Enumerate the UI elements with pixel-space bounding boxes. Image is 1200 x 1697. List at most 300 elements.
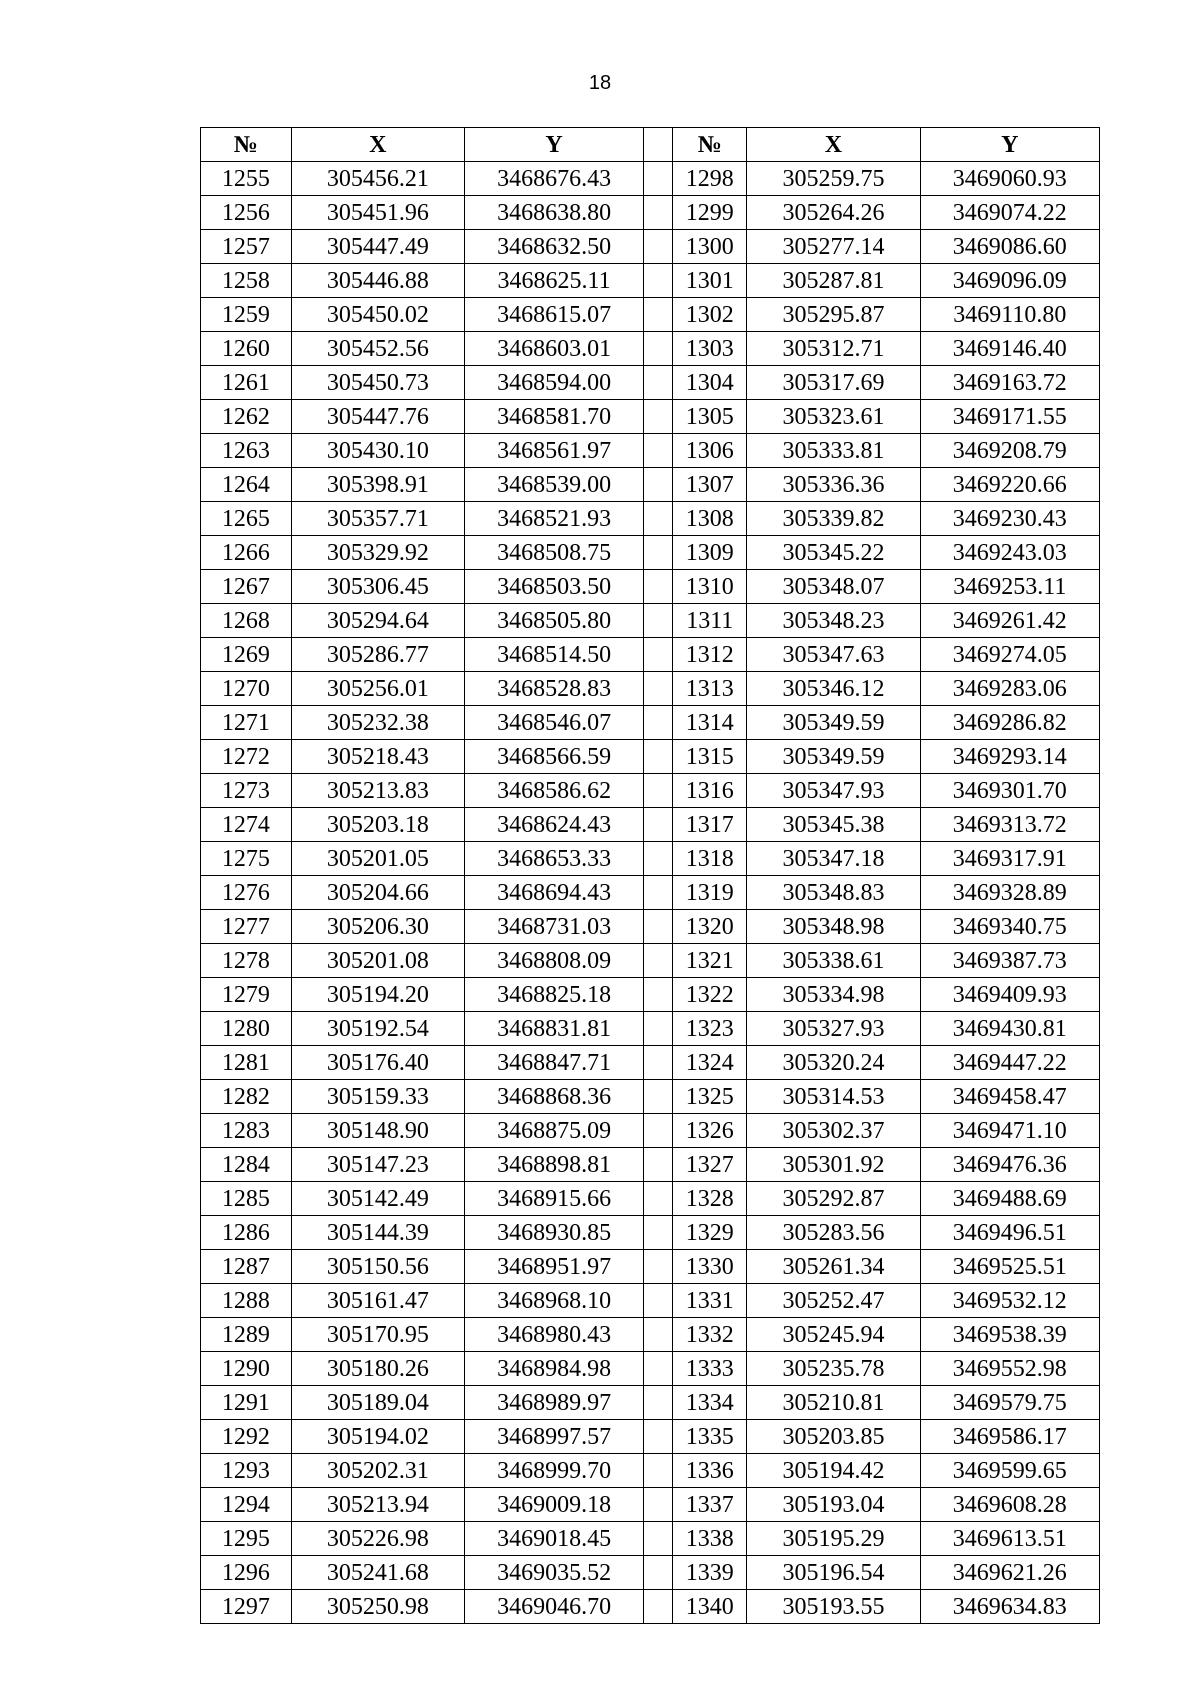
y-value-left: 3468999.70	[464, 1454, 643, 1488]
y-value-right: 3469458.47	[920, 1080, 1099, 1114]
x-value-left: 305329.92	[291, 536, 464, 570]
x-value-right: 305287.81	[747, 264, 920, 298]
x-value-right: 305245.94	[747, 1318, 920, 1352]
table-row	[201, 1352, 1100, 1386]
y-value-right: 3469496.51	[920, 1216, 1099, 1250]
x-value-left: 305357.71	[291, 502, 464, 536]
x-value-right: 305320.24	[747, 1046, 920, 1080]
x-value-right: 305301.92	[747, 1148, 920, 1182]
point-number-right: 1331	[673, 1284, 747, 1318]
x-value-left: 305450.73	[291, 366, 464, 400]
point-number-right: 1301	[673, 264, 747, 298]
column-gap	[644, 128, 673, 162]
y-value-left: 3469018.45	[464, 1522, 643, 1556]
table-row	[201, 468, 1100, 502]
x-value-right: 305327.93	[747, 1012, 920, 1046]
column-gap	[644, 910, 673, 944]
table-row	[201, 264, 1100, 298]
point-number-left: 1261	[201, 366, 292, 400]
y-value-left: 3468539.00	[464, 468, 643, 502]
point-number-right: 1327	[673, 1148, 747, 1182]
x-value-left: 305213.94	[291, 1488, 464, 1522]
y-value-left: 3468868.36	[464, 1080, 643, 1114]
column-gap	[644, 672, 673, 706]
y-value-left: 3468638.80	[464, 196, 643, 230]
point-number-right: 1299	[673, 196, 747, 230]
table-row	[201, 434, 1100, 468]
y-value-right: 3469447.22	[920, 1046, 1099, 1080]
table-row	[201, 910, 1100, 944]
column-gap	[644, 536, 673, 570]
point-number-right: 1318	[673, 842, 747, 876]
y-value-right: 3469476.36	[920, 1148, 1099, 1182]
x-value-right: 305302.37	[747, 1114, 920, 1148]
x-value-left: 305142.49	[291, 1182, 464, 1216]
point-number-left: 1272	[201, 740, 292, 774]
x-value-left: 305201.05	[291, 842, 464, 876]
point-number-right: 1324	[673, 1046, 747, 1080]
point-number-right: 1312	[673, 638, 747, 672]
y-value-right: 3469525.51	[920, 1250, 1099, 1284]
y-value-left: 3468915.66	[464, 1182, 643, 1216]
point-number-left: 1279	[201, 978, 292, 1012]
table-row	[201, 978, 1100, 1012]
point-number-left: 1262	[201, 400, 292, 434]
point-number-right: 1309	[673, 536, 747, 570]
table-row	[201, 672, 1100, 706]
point-number-right: 1329	[673, 1216, 747, 1250]
point-number-left: 1255	[201, 162, 292, 196]
x-value-left: 305206.30	[291, 910, 464, 944]
point-number-right: 1315	[673, 740, 747, 774]
x-value-left: 305226.98	[291, 1522, 464, 1556]
x-value-right: 305347.93	[747, 774, 920, 808]
column-gap	[644, 1216, 673, 1250]
x-value-right: 305193.55	[747, 1590, 920, 1624]
point-number-right: 1307	[673, 468, 747, 502]
point-number-right: 1332	[673, 1318, 747, 1352]
table-row	[201, 604, 1100, 638]
x-value-left: 305202.31	[291, 1454, 464, 1488]
point-number-right: 1313	[673, 672, 747, 706]
column-gap	[644, 1046, 673, 1080]
table-row	[201, 1522, 1100, 1556]
point-number-right: 1321	[673, 944, 747, 978]
y-value-right: 3469488.69	[920, 1182, 1099, 1216]
point-number-left: 1281	[201, 1046, 292, 1080]
y-value-right: 3469283.06	[920, 672, 1099, 706]
x-value-left: 305180.26	[291, 1352, 464, 1386]
x-value-right: 305235.78	[747, 1352, 920, 1386]
x-value-right: 305349.59	[747, 706, 920, 740]
point-number-left: 1260	[201, 332, 292, 366]
table-row	[201, 876, 1100, 910]
y-value-left: 3468847.71	[464, 1046, 643, 1080]
y-value-right: 3469313.72	[920, 808, 1099, 842]
column-gap	[644, 1522, 673, 1556]
y-value-right: 3469261.42	[920, 604, 1099, 638]
table-row	[201, 740, 1100, 774]
table-row	[201, 1182, 1100, 1216]
point-number-left: 1271	[201, 706, 292, 740]
x-value-right: 305347.18	[747, 842, 920, 876]
table-header-row	[201, 128, 1100, 162]
y-value-right: 3469096.09	[920, 264, 1099, 298]
x-value-left: 305176.40	[291, 1046, 464, 1080]
table-row	[201, 1012, 1100, 1046]
y-value-left: 3469009.18	[464, 1488, 643, 1522]
table-row	[201, 400, 1100, 434]
table-row	[201, 1284, 1100, 1318]
y-value-right: 3469579.75	[920, 1386, 1099, 1420]
y-value-right: 3469074.22	[920, 196, 1099, 230]
y-value-left: 3468653.33	[464, 842, 643, 876]
y-value-left: 3468984.98	[464, 1352, 643, 1386]
x-value-right: 305336.36	[747, 468, 920, 502]
point-number-right: 1338	[673, 1522, 747, 1556]
x-value-right: 305195.29	[747, 1522, 920, 1556]
point-number-left: 1268	[201, 604, 292, 638]
table-row	[201, 1488, 1100, 1522]
x-value-right: 305348.07	[747, 570, 920, 604]
x-value-right: 305277.14	[747, 230, 920, 264]
x-value-left: 305294.64	[291, 604, 464, 638]
column-gap	[644, 1182, 673, 1216]
x-value-left: 305430.10	[291, 434, 464, 468]
table-row	[201, 944, 1100, 978]
y-value-right: 3469163.72	[920, 366, 1099, 400]
table-row	[201, 1216, 1100, 1250]
table-row	[201, 1386, 1100, 1420]
point-number-left: 1295	[201, 1522, 292, 1556]
point-number-right: 1325	[673, 1080, 747, 1114]
x-value-right: 305348.98	[747, 910, 920, 944]
column-gap	[644, 1386, 673, 1420]
x-value-left: 305447.76	[291, 400, 464, 434]
column-gap	[644, 400, 673, 434]
column-gap	[644, 978, 673, 1012]
y-value-right: 3469208.79	[920, 434, 1099, 468]
point-number-right: 1335	[673, 1420, 747, 1454]
point-number-right: 1303	[673, 332, 747, 366]
y-value-left: 3468505.80	[464, 604, 643, 638]
column-gap	[644, 1148, 673, 1182]
point-number-right: 1328	[673, 1182, 747, 1216]
y-value-right: 3469471.10	[920, 1114, 1099, 1148]
y-value-left: 3468528.83	[464, 672, 643, 706]
point-number-left: 1290	[201, 1352, 292, 1386]
page-number: 18	[588, 72, 612, 94]
table-row	[201, 536, 1100, 570]
x-value-right: 305338.61	[747, 944, 920, 978]
table-row	[201, 1114, 1100, 1148]
column-gap	[644, 1420, 673, 1454]
y-value-right: 3469230.43	[920, 502, 1099, 536]
point-number-left: 1293	[201, 1454, 292, 1488]
column-gap	[644, 1284, 673, 1318]
x-value-left: 305213.83	[291, 774, 464, 808]
y-value-left: 3468503.50	[464, 570, 643, 604]
x-value-left: 305306.45	[291, 570, 464, 604]
point-number-left: 1288	[201, 1284, 292, 1318]
point-number-left: 1292	[201, 1420, 292, 1454]
y-value-left: 3468694.43	[464, 876, 643, 910]
x-value-left: 305286.77	[291, 638, 464, 672]
y-value-left: 3468615.07	[464, 298, 643, 332]
y-value-left: 3468989.97	[464, 1386, 643, 1420]
point-number-left: 1285	[201, 1182, 292, 1216]
column-gap	[644, 196, 673, 230]
y-value-right: 3469060.93	[920, 162, 1099, 196]
column-gap	[644, 230, 673, 264]
y-value-left: 3469046.70	[464, 1590, 643, 1624]
point-number-right: 1330	[673, 1250, 747, 1284]
point-number-right: 1336	[673, 1454, 747, 1488]
point-number-left: 1287	[201, 1250, 292, 1284]
table-row	[201, 1046, 1100, 1080]
table-row	[201, 230, 1100, 264]
table-row	[201, 366, 1100, 400]
y-value-left: 3468566.59	[464, 740, 643, 774]
point-number-left: 1277	[201, 910, 292, 944]
point-number-left: 1284	[201, 1148, 292, 1182]
header-x-left: X	[291, 128, 464, 162]
y-value-right: 3469409.93	[920, 978, 1099, 1012]
x-value-left: 305450.02	[291, 298, 464, 332]
point-number-left: 1265	[201, 502, 292, 536]
y-value-right: 3469146.40	[920, 332, 1099, 366]
x-value-right: 305346.12	[747, 672, 920, 706]
column-gap	[644, 1080, 673, 1114]
x-value-left: 305194.20	[291, 978, 464, 1012]
column-gap	[644, 570, 673, 604]
header-num-right: №	[673, 128, 747, 162]
point-number-left: 1289	[201, 1318, 292, 1352]
x-value-left: 305161.47	[291, 1284, 464, 1318]
point-number-left: 1278	[201, 944, 292, 978]
x-value-right: 305345.22	[747, 536, 920, 570]
point-number-left: 1266	[201, 536, 292, 570]
x-value-right: 305348.83	[747, 876, 920, 910]
point-number-right: 1302	[673, 298, 747, 332]
table-row	[201, 1420, 1100, 1454]
column-gap	[644, 604, 673, 638]
x-value-left: 305452.56	[291, 332, 464, 366]
y-value-left: 3468825.18	[464, 978, 643, 1012]
column-gap	[644, 876, 673, 910]
column-gap	[644, 740, 673, 774]
y-value-right: 3469538.39	[920, 1318, 1099, 1352]
y-value-left: 3468625.11	[464, 264, 643, 298]
table-row	[201, 502, 1100, 536]
point-number-left: 1297	[201, 1590, 292, 1624]
y-value-left: 3468731.03	[464, 910, 643, 944]
x-value-right: 305196.54	[747, 1556, 920, 1590]
x-value-right: 305349.59	[747, 740, 920, 774]
y-value-left: 3468951.97	[464, 1250, 643, 1284]
table-row	[201, 196, 1100, 230]
point-number-left: 1283	[201, 1114, 292, 1148]
x-value-right: 305334.98	[747, 978, 920, 1012]
x-value-left: 305241.68	[291, 1556, 464, 1590]
x-value-right: 305203.85	[747, 1420, 920, 1454]
table-row	[201, 1556, 1100, 1590]
point-number-left: 1275	[201, 842, 292, 876]
point-number-right: 1298	[673, 162, 747, 196]
point-number-right: 1323	[673, 1012, 747, 1046]
column-gap	[644, 298, 673, 332]
point-number-right: 1322	[673, 978, 747, 1012]
table-row	[201, 808, 1100, 842]
point-number-right: 1300	[673, 230, 747, 264]
y-value-right: 3469430.81	[920, 1012, 1099, 1046]
table-row	[201, 162, 1100, 196]
column-gap	[644, 638, 673, 672]
point-number-right: 1306	[673, 434, 747, 468]
y-value-right: 3469387.73	[920, 944, 1099, 978]
y-value-left: 3468561.97	[464, 434, 643, 468]
column-gap	[644, 842, 673, 876]
x-value-right: 305259.75	[747, 162, 920, 196]
y-value-right: 3469253.11	[920, 570, 1099, 604]
x-value-right: 305194.42	[747, 1454, 920, 1488]
y-value-left: 3468603.01	[464, 332, 643, 366]
table-row	[201, 570, 1100, 604]
point-number-left: 1263	[201, 434, 292, 468]
point-number-left: 1269	[201, 638, 292, 672]
y-value-left: 3468624.43	[464, 808, 643, 842]
y-value-left: 3468521.93	[464, 502, 643, 536]
x-value-right: 305264.26	[747, 196, 920, 230]
column-gap	[644, 468, 673, 502]
x-value-right: 305283.56	[747, 1216, 920, 1250]
table-row	[201, 1080, 1100, 1114]
column-gap	[644, 1318, 673, 1352]
x-value-right: 305347.63	[747, 638, 920, 672]
x-value-right: 305312.71	[747, 332, 920, 366]
point-number-left: 1264	[201, 468, 292, 502]
x-value-right: 305210.81	[747, 1386, 920, 1420]
x-value-left: 305201.08	[291, 944, 464, 978]
y-value-right: 3469317.91	[920, 842, 1099, 876]
table-row	[201, 332, 1100, 366]
y-value-left: 3468508.75	[464, 536, 643, 570]
x-value-left: 305447.49	[291, 230, 464, 264]
y-value-right: 3469286.82	[920, 706, 1099, 740]
point-number-left: 1296	[201, 1556, 292, 1590]
x-value-right: 305295.87	[747, 298, 920, 332]
point-number-left: 1256	[201, 196, 292, 230]
y-value-left: 3468546.07	[464, 706, 643, 740]
point-number-right: 1308	[673, 502, 747, 536]
point-number-right: 1314	[673, 706, 747, 740]
column-gap	[644, 1556, 673, 1590]
point-number-right: 1304	[673, 366, 747, 400]
y-value-left: 3468930.85	[464, 1216, 643, 1250]
y-value-right: 3469613.51	[920, 1522, 1099, 1556]
x-value-left: 305232.38	[291, 706, 464, 740]
point-number-right: 1339	[673, 1556, 747, 1590]
x-value-left: 305456.21	[291, 162, 464, 196]
y-value-right: 3469608.28	[920, 1488, 1099, 1522]
x-value-left: 305189.04	[291, 1386, 464, 1420]
y-value-left: 3468808.09	[464, 944, 643, 978]
x-value-left: 305148.90	[291, 1114, 464, 1148]
y-value-left: 3468968.10	[464, 1284, 643, 1318]
y-value-left: 3468594.00	[464, 366, 643, 400]
x-value-right: 305314.53	[747, 1080, 920, 1114]
y-value-left: 3468632.50	[464, 230, 643, 264]
y-value-left: 3468980.43	[464, 1318, 643, 1352]
x-value-left: 305204.66	[291, 876, 464, 910]
y-value-left: 3468831.81	[464, 1012, 643, 1046]
x-value-left: 305170.95	[291, 1318, 464, 1352]
x-value-left: 305147.23	[291, 1148, 464, 1182]
point-number-left: 1276	[201, 876, 292, 910]
point-number-right: 1316	[673, 774, 747, 808]
y-value-right: 3469586.17	[920, 1420, 1099, 1454]
table-row	[201, 1590, 1100, 1624]
y-value-right: 3469086.60	[920, 230, 1099, 264]
column-gap	[644, 706, 673, 740]
y-value-right: 3469274.05	[920, 638, 1099, 672]
table-body	[201, 162, 1100, 1624]
column-gap	[644, 434, 673, 468]
column-gap	[644, 502, 673, 536]
point-number-left: 1257	[201, 230, 292, 264]
column-gap	[644, 162, 673, 196]
column-gap	[644, 774, 673, 808]
column-gap	[644, 1590, 673, 1624]
x-value-right: 305339.82	[747, 502, 920, 536]
x-value-left: 305203.18	[291, 808, 464, 842]
y-value-right: 3469301.70	[920, 774, 1099, 808]
point-number-right: 1317	[673, 808, 747, 842]
y-value-right: 3469328.89	[920, 876, 1099, 910]
table-row	[201, 842, 1100, 876]
column-gap	[644, 332, 673, 366]
x-value-right: 305292.87	[747, 1182, 920, 1216]
point-number-right: 1340	[673, 1590, 747, 1624]
x-value-right: 305261.34	[747, 1250, 920, 1284]
point-number-right: 1311	[673, 604, 747, 638]
point-number-left: 1294	[201, 1488, 292, 1522]
point-number-right: 1337	[673, 1488, 747, 1522]
table-row	[201, 774, 1100, 808]
point-number-left: 1259	[201, 298, 292, 332]
y-value-left: 3468586.62	[464, 774, 643, 808]
point-number-right: 1319	[673, 876, 747, 910]
x-value-right: 305317.69	[747, 366, 920, 400]
point-number-right: 1326	[673, 1114, 747, 1148]
column-gap	[644, 1250, 673, 1284]
x-value-left: 305250.98	[291, 1590, 464, 1624]
y-value-right: 3469293.14	[920, 740, 1099, 774]
table-row	[201, 706, 1100, 740]
y-value-right: 3469340.75	[920, 910, 1099, 944]
table-row	[201, 298, 1100, 332]
table-row	[201, 1318, 1100, 1352]
x-value-left: 305150.56	[291, 1250, 464, 1284]
x-value-left: 305218.43	[291, 740, 464, 774]
point-number-left: 1291	[201, 1386, 292, 1420]
y-value-right: 3469220.66	[920, 468, 1099, 502]
table-row	[201, 1454, 1100, 1488]
point-number-left: 1273	[201, 774, 292, 808]
x-value-left: 305192.54	[291, 1012, 464, 1046]
column-gap	[644, 1012, 673, 1046]
point-number-left: 1274	[201, 808, 292, 842]
